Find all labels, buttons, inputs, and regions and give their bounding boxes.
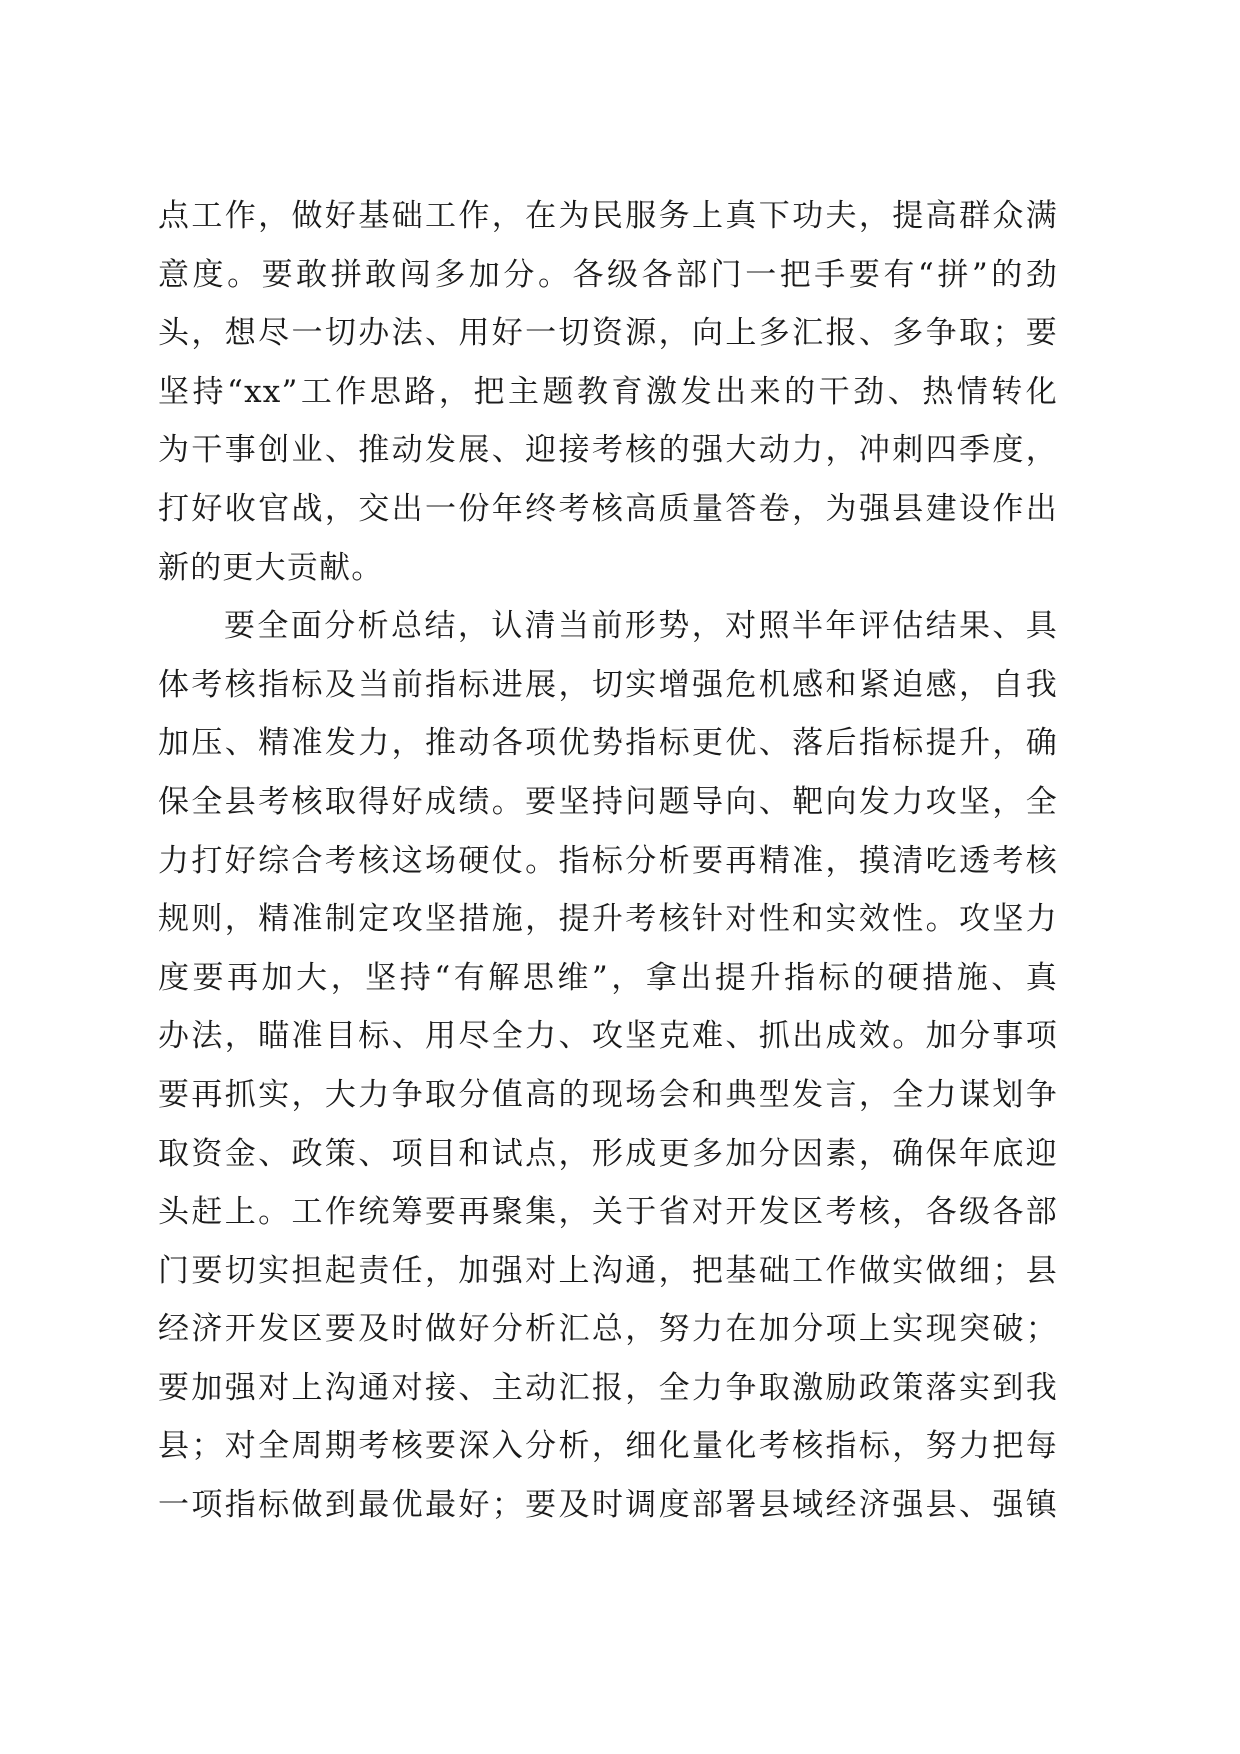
paragraph-line: 头，想尽一切办法、用好一切资源，向上多汇报、多争取；要	[158, 315, 1058, 352]
paragraph-line: 保全县考核取得好成绩。要坚持问题导向、靶向发力攻坚，全	[158, 783, 1058, 820]
paragraph-line: 经济开发区要及时做好分析汇总，努力在加分项上实现突破；	[158, 1311, 1058, 1348]
paragraph-1	[158, 187, 1058, 597]
paragraph-line: 新的更大贡献。	[158, 549, 384, 586]
paragraph-line: 力打好综合考核这场硬仗。指标分析要再精准，摸清吃透考核	[158, 842, 1058, 879]
paragraph-line: 规则，精准制定攻坚措施，提升考核针对性和实效性。攻坚力	[158, 901, 1058, 938]
paragraph-line: 点工作，做好基础工作，在为民服务上真下功夫，提高群众满	[158, 198, 1058, 234]
paragraph-line: 一项指标做到最优最好；要及时调度部署县域经济强县、强镇	[158, 1487, 1058, 1524]
paragraph-line: 取资金、政策、项目和试点，形成更多加分因素，确保年底迎	[158, 1135, 1058, 1172]
paragraph-line: 坚持“xx”工作思路，把主题教育激发出来的干劲、热情转化	[158, 373, 1058, 410]
paragraph-line: 办法，瞄准目标、用尽全力、攻坚克难、抓出成效。加分事项	[158, 1018, 1058, 1055]
paragraph-line: 要再抓实，大力争取分值高的现场会和典型发言，全力谋划争	[158, 1076, 1058, 1113]
paragraph-line: 体考核指标及当前指标进展，切实增强危机感和紧迫感，自我	[158, 666, 1058, 703]
paragraph-line: 打好收官战，交出一份年终考核高质量答卷，为强县建设作出	[158, 490, 1058, 527]
paragraph-line: 度要再加大，坚持“有解思维”，拿出提升指标的硬措施、真	[158, 959, 1058, 996]
paragraph-line: 为干事创业、推动发展、迎接考核的强大动力，冲刺四季度，	[158, 432, 1058, 469]
paragraph-line: 要全面分析总结，认清当前形势，对照半年评估结果、具	[224, 608, 1058, 645]
paragraph-line: 加压、精准发力，推动各项优势指标更优、落后指标提升，确	[158, 725, 1058, 762]
document-body	[158, 187, 1058, 1535]
paragraph-line: 头赶上。工作统筹要再聚集，关于省对开发区考核，各级各部	[158, 1194, 1058, 1231]
paragraph-2	[158, 597, 1058, 1535]
paragraph-line: 要加强对上沟通对接、主动汇报，全力争取激励政策落实到我	[158, 1369, 1058, 1406]
paragraph-line: 县；对全周期考核要深入分析，细化量化考核指标，努力把每	[158, 1428, 1058, 1465]
paragraph-line: 意度。要敢拼敢闯多加分。各级各部门一把手要有“拼”的劲	[158, 256, 1058, 293]
paragraph-line: 门要切实担起责任，加强对上沟通，把基础工作做实做细；县	[158, 1252, 1058, 1289]
